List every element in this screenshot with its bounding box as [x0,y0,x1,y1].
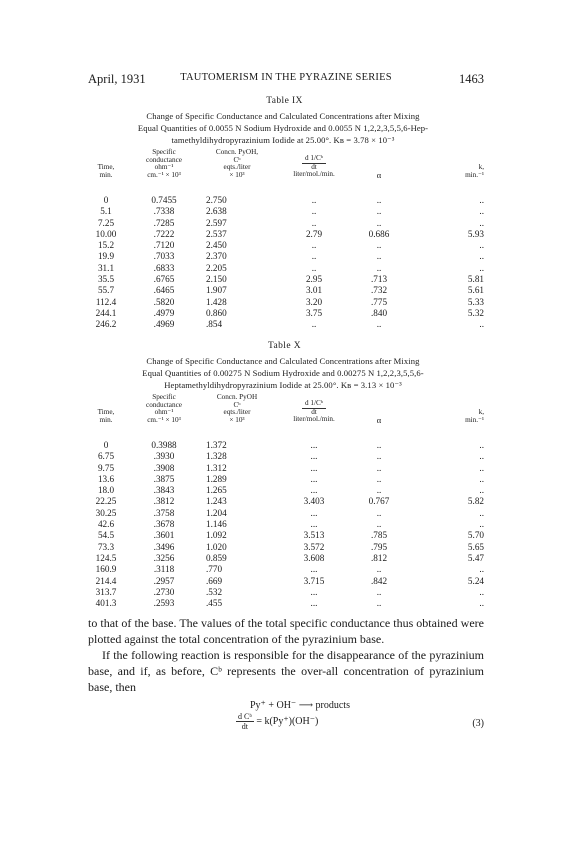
table-cell: 55.7 [97,285,115,296]
table-cell: 0 [103,195,109,205]
table-cell: .. [311,240,317,251]
table-cell: 1.092 [206,530,227,541]
table-10-label: Table X [268,341,301,351]
col-header-k: k, min.⁻¹ [465,408,484,424]
table-cell: ... [310,519,318,530]
table-10-body [88,440,484,609]
table-cell: .4979 [153,307,175,318]
table-9-column-headers [88,149,484,193]
header-date: April, 1931 [88,72,146,86]
table-cell: .. [376,251,382,262]
table-row [88,530,484,541]
table-row [88,451,484,462]
table-cell: 0.7455 [151,195,177,205]
table-row [88,598,484,609]
table-cell: 1.428 [206,296,227,307]
paragraph: to that of the base. The values of the total specific conductance thus obtained were plotted against the total concentration of the pyrazinium base. [88,616,484,646]
table-cell: .. [311,319,317,330]
table-cell: 0.3988 [151,440,177,450]
table-cell: .7120 [153,240,175,251]
table-cell: 5.24 [467,575,484,586]
table-cell: .785 [370,530,388,541]
table-cell: .3908 [153,462,175,473]
table-cell: 0.686 [368,228,390,239]
table-cell: 0.859 [206,552,227,563]
col-header-time: Time, min. [97,163,115,179]
table-cell: .7033 [153,251,175,262]
table-cell: .. [376,586,382,597]
table-row [88,274,484,285]
table-cell: 1.312 [206,462,227,473]
table-cell: .. [311,262,317,273]
table-cell: 31.1 [97,262,115,273]
caption-line: Change of Specific Conductance and Calculated Concentrations after Mixing [146,356,420,366]
table-cell: .2957 [153,575,175,586]
table-cell: ... [310,440,318,450]
table-cell: 1.372 [206,440,227,450]
table-cell: .. [479,262,484,273]
table-cell: 7.25 [97,217,115,228]
table-row [88,229,484,240]
table-cell: .5820 [153,296,175,307]
table-cell: 5.70 [467,530,484,541]
table-cell: 2.150 [206,274,227,285]
table-cell: .7285 [153,217,175,228]
table-cell: .. [311,251,317,262]
col-header-alpha: α [376,415,382,425]
table-row [88,508,484,519]
col-header-alpha: α [376,170,382,180]
table-cell: .. [479,462,484,473]
table-cell: .3678 [153,519,175,530]
table-cell: 54.5 [97,530,115,541]
body-text [88,615,484,695]
table-cell: 3.715 [303,575,325,586]
table-cell: 5.61 [467,285,484,296]
table-row [88,297,484,308]
table-cell: .. [376,462,382,473]
table-row [88,564,484,575]
table-cell: .. [479,485,484,496]
table-cell: .. [479,217,484,228]
table-cell: 1.204 [206,507,227,518]
table-cell: .. [479,586,484,597]
table-cell: 3.01 [305,285,323,296]
table-cell: ... [310,564,318,575]
table-cell: 35.5 [97,274,115,285]
table-cell: .. [311,195,317,205]
caption-line: Equal Quantities of 0.0055 N Sodium Hydroxide and 0.0055 N 1,2,2,3,5,5,6-Hep- [137,123,429,133]
table-row [88,496,484,507]
table-cell: .3256 [153,552,175,563]
table-cell: .795 [370,541,388,552]
table-cell: 214.4 [95,575,117,586]
table-cell: 112.4 [95,296,117,307]
table-cell: .3601 [153,530,175,541]
table-row [88,251,484,262]
table-cell: .. [376,217,382,228]
col-header-time: Time, min. [97,408,115,424]
header-title: TAUTOMERISM IN THE PYRAZINE SERIES [180,72,392,83]
reaction-equation: Py⁺ + OH⁻ ⟶ products [250,700,350,711]
col-header-conductance: Specific conductance ohm⁻¹ cm.⁻¹ × 10³ [146,148,182,179]
table-cell: ... [310,451,318,462]
table-cell: 15.2 [97,240,115,251]
table-cell: 3.20 [305,296,323,307]
table-cell: .7222 [153,228,175,239]
table-cell: 5.93 [467,228,484,239]
table-cell: ... [310,473,318,484]
table-10-caption [60,355,506,391]
table-cell: 1.146 [206,519,227,530]
table-row [88,240,484,251]
table-cell: .842 [370,575,388,586]
table-cell: .. [376,519,382,530]
table-cell: 2.537 [206,228,227,239]
table-cell: ... [310,485,318,496]
table-row [88,587,484,598]
table-cell: 5.33 [467,296,484,307]
table-cell: .3875 [153,473,175,484]
table-row [88,576,484,587]
table-cell: .. [376,195,382,205]
table-cell: 0 [103,440,109,450]
table-cell: 5.81 [467,274,484,285]
table-cell: 5.82 [467,496,484,507]
table-cell: .. [479,319,484,330]
table-cell: 5.1 [100,206,112,217]
table-cell: 401.3 [95,598,117,609]
table-cell: .. [376,319,382,330]
table-cell: ... [310,598,318,609]
table-cell: .770 [206,564,223,575]
table-cell: .. [479,195,484,205]
col-header-concentration: Concn. PyOH Cᵇ eqts./liter × 10³ [216,393,258,424]
table-cell: 3.572 [303,541,325,552]
table-cell: .6833 [153,262,175,273]
table-10-column-headers [88,394,484,438]
table-cell: .. [376,598,382,609]
table-9-label: Table IX [266,96,303,106]
table-cell: .. [376,507,382,518]
caption-line: Equal Quantities of 0.00275 N Sodium Hydroxide and 0.00275 N 1,2,2,3,5,5,6- [142,368,424,378]
table-cell: 2.205 [206,262,227,273]
table-cell: .6765 [153,274,175,285]
fraction-numerator: d Cᵇ [238,712,252,721]
table-cell: .775 [370,296,388,307]
col-header-concentration: Concn. PyOH, Cᵇ eqts./liter × 10³ [215,148,259,179]
table-cell: 3.608 [303,552,325,563]
table-cell: 6.75 [97,451,115,462]
rate-rhs: = k(Py⁺)(OH⁻) [256,715,319,727]
table-cell: 313.7 [95,586,117,597]
table-cell: 13.6 [97,473,115,484]
col-header-rate: d 1/Cᵇ dt liter/mol./min. [293,154,335,179]
table-cell: 42.6 [97,519,115,530]
table-cell: .3118 [153,564,175,575]
table-cell: 160.9 [95,564,117,575]
table-cell: .. [479,440,484,450]
table-cell: .6465 [153,285,175,296]
table-row [88,553,484,564]
table-cell: .. [479,519,484,530]
table-cell: 18.0 [97,485,115,496]
table-cell: .. [376,473,382,484]
table-cell: 2.597 [206,217,227,228]
table-cell: .. [376,564,382,575]
table-row [88,440,484,451]
table-cell: .3812 [153,496,175,507]
table-row [88,474,484,485]
paragraph: If the following reaction is responsible for the disappearance of the pyrazinium base, and if, as before, Cᵇ represents the over-all concentration of pyrazinium base, then [88,648,484,694]
col-header-rate: d 1/Cᵇ dt liter/mol./min. [293,399,335,424]
table-cell: 19.9 [97,251,115,262]
table-cell: .669 [206,575,223,586]
table-cell: .3930 [153,451,175,462]
table-cell: 0.767 [368,496,390,507]
table-cell: .455 [206,598,223,609]
table-cell: 73.3 [97,541,115,552]
running-header [88,72,484,86]
table-cell: .854 [206,319,223,330]
table-row [88,485,484,496]
table-cell: .3496 [153,541,175,552]
rate-fraction [236,712,254,731]
table-cell: 3.513 [303,530,325,541]
table-cell: ... [310,507,318,518]
table-cell: .713 [370,274,388,285]
table-cell: ... [310,586,318,597]
col-header-k: k, min.⁻¹ [465,163,484,179]
caption-line: Change of Specific Conductance and Calculated Concentrations after Mixing [146,111,420,121]
table-cell: 1.907 [206,285,227,296]
table-row [88,285,484,296]
page-number: 1463 [459,72,484,86]
table-cell: .2730 [153,586,175,597]
table-cell: 3.403 [303,496,325,507]
col-header-conductance: Specific conductance ohm⁻¹ cm.⁻¹ × 10³ [146,393,182,424]
table-cell: ... [310,462,318,473]
table-cell: .. [479,451,484,462]
table-cell: 22.25 [95,496,117,507]
table-cell: 2.95 [305,274,323,285]
table-cell: .7338 [153,206,175,217]
table-cell: .. [479,564,484,575]
table-cell: .. [311,206,317,217]
table-cell: 1.328 [206,451,227,462]
table-cell: .. [376,485,382,496]
caption-line: tamethyldihydropyrazinium Iodide at 25.00°. Kʙ = 3.78 × 10⁻³ [171,135,395,145]
table-cell: .. [479,206,484,217]
caption-line: Heptamethyldihydropyrazinium Iodide at 25.00°. Kʙ = 3.13 × 10⁻³ [164,380,402,390]
table-cell: 2.370 [206,251,227,262]
table-9-caption [60,110,506,146]
table-row [88,542,484,553]
table-cell: 2.750 [206,195,227,205]
table-row [88,308,484,319]
table-cell: .. [376,440,382,450]
table-cell: .. [376,240,382,251]
table-cell: .. [376,451,382,462]
table-cell: 2.638 [206,206,227,217]
table-cell: 1.289 [206,473,227,484]
table-cell: .. [479,598,484,609]
table-cell: 5.65 [467,541,484,552]
table-cell: 0.860 [206,307,227,318]
table-cell: .. [479,507,484,518]
table-cell: .. [479,240,484,251]
table-cell: .732 [370,285,388,296]
table-cell: .812 [370,552,388,563]
table-row [88,195,484,206]
table-cell: .532 [206,586,223,597]
table-cell: .4969 [153,319,175,330]
table-row [88,263,484,274]
table-cell: .. [376,206,382,217]
table-cell: .3843 [153,485,175,496]
table-row [88,463,484,474]
table-cell: 124.5 [95,552,117,563]
table-cell: 30.25 [95,507,117,518]
table-cell: 3.75 [305,307,323,318]
table-9-body [88,195,484,331]
table-cell: 244.1 [95,307,117,318]
table-cell: .. [376,262,382,273]
table-cell: 10.00 [95,228,117,239]
table-cell: .2593 [153,598,175,609]
table-cell: 5.32 [467,307,484,318]
table-cell: .. [311,217,317,228]
table-cell: 2.79 [305,228,323,239]
table-cell: 2.450 [206,240,227,251]
table-cell: 5.47 [467,552,484,563]
equation-number: (3) [472,718,484,729]
table-cell: .. [479,473,484,484]
table-row [88,519,484,530]
table-cell: .3758 [153,507,175,518]
table-cell: 1.020 [206,541,227,552]
table-row [88,319,484,330]
table-row [88,206,484,217]
table-cell: 1.265 [206,485,227,496]
fraction-denominator: dt [241,722,249,731]
table-cell: 9.75 [97,462,115,473]
table-cell: 246.2 [95,319,117,330]
table-row [88,218,484,229]
table-cell: 1.243 [206,496,227,507]
rate-equation [236,712,318,731]
table-cell: .. [479,251,484,262]
table-cell: .840 [370,307,388,318]
